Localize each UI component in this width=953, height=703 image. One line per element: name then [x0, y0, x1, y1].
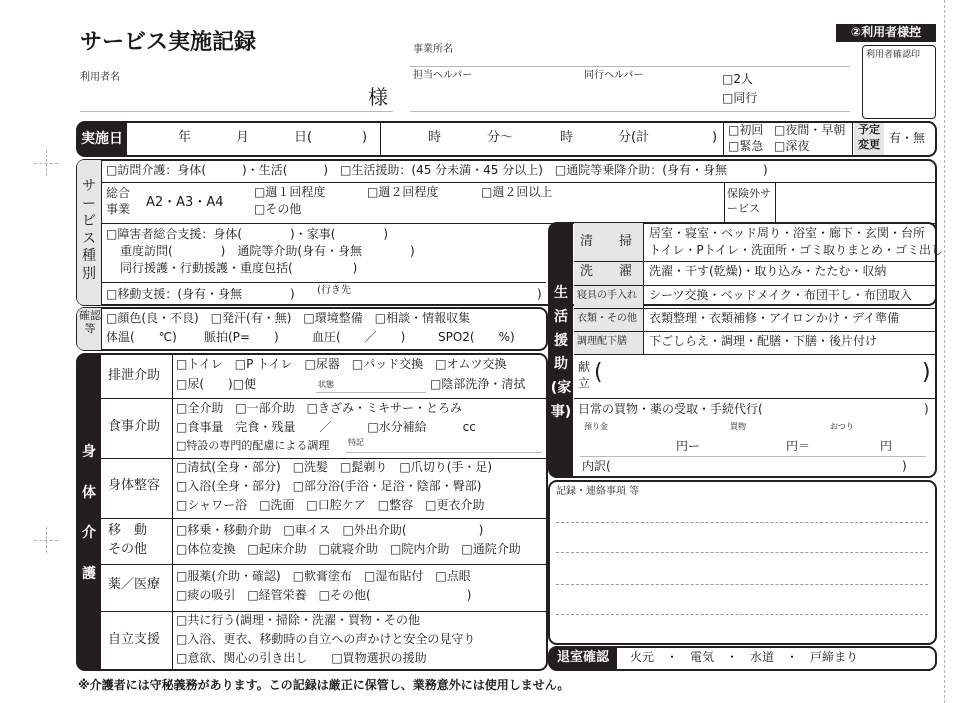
date-month: 月: [236, 130, 250, 145]
menu-paren-right: ): [922, 360, 931, 385]
notes-line-3: [556, 584, 928, 585]
service-row-1: □訪問介護：身体( )・生活( ) □生活援助：(45 分未満・45 分以上) □通院等乗降介助：(身有・身無 ): [106, 163, 768, 177]
physical-line-4: [101, 564, 547, 565]
twice-week-checkbox[interactable]: □週２回程度: [367, 185, 439, 199]
deposit-label: 預り金: [584, 422, 608, 431]
office-underline: [410, 66, 850, 67]
physical-line-2: [101, 458, 547, 459]
mobility-destination: (行き先: [317, 285, 351, 296]
purchase-label: 買物: [730, 422, 746, 431]
grooming-line-1: □清拭(全身・部分) □洗髪 □髭剃り □爪切り(手・足): [176, 460, 493, 474]
clothing-label: 衣類・その他: [577, 313, 637, 324]
life-line-1: [574, 261, 936, 262]
change-label: おつり: [830, 422, 854, 431]
date-label: 実施日: [77, 122, 127, 156]
meal-line-2: □食事量 完食・残量 ／ □水分補給 cc: [176, 420, 476, 434]
service-line-3: [101, 282, 546, 283]
service-line-2: [101, 223, 546, 224]
exit-check-label: 退室確認: [549, 647, 617, 670]
confirm-stamp-label: 利用者確認印: [866, 50, 921, 60]
check-temperature[interactable]: 体温( ℃): [106, 330, 177, 344]
physical-label-col-divider: [172, 354, 173, 670]
menu-label: 献立: [578, 360, 591, 390]
disability-row-2: 重度訪問( ) 通院等介助(身有・身無 ): [120, 244, 415, 258]
disability-row-3: 同行援護・行動援護・重度包括( ): [120, 261, 358, 275]
mobility-other-label: 移 動 その他: [108, 523, 148, 557]
life-line-5: [574, 354, 936, 355]
comprehensive-grades[interactable]: A2・A3・A4: [146, 195, 224, 210]
check-pulse[interactable]: 脈拍(P= ): [204, 330, 279, 344]
service-type-side-label: サービス種別: [82, 178, 96, 282]
date-day-close: ): [362, 130, 368, 145]
notes-line-2: [556, 552, 928, 553]
excretion-line-1: □トイレ □P トイレ □尿器 □パッド交換 □オムツ交換: [176, 357, 507, 371]
change-yen[interactable]: 円: [880, 439, 893, 453]
cooking-text: 下ごしらえ・調理・配膳・下膳・後片付け: [649, 334, 878, 348]
scheduled-change-option[interactable]: 有・無: [889, 131, 926, 145]
time-minute-total: 分(計: [618, 130, 650, 145]
cleaning-text: 居室・寝室・ベッド周り・浴室・廊下・玄関・台所 トイレ・Pトイレ・洗面所・ゴミ取りまとめ・ゴミ出し: [649, 226, 944, 257]
mobility-other-line-2: □体位変換 □起床介助 □就寝介助 □院内介助 □通院介助: [176, 542, 521, 556]
check-side-label: 確認等: [79, 309, 101, 336]
user-label: 利用者名: [80, 72, 120, 83]
independence-line-3: □意欲、関心の引き出し □買物選択の援助: [176, 651, 427, 665]
medicine-line-1: □服薬(介助・確認) □軟膏塗布 □湿布貼付 □点眼: [176, 569, 471, 583]
check-spo2[interactable]: SPO2( %): [438, 330, 515, 344]
office-label: 事業所名: [413, 44, 453, 55]
time-hour-end: 時: [560, 130, 574, 145]
copy-tag: ②利用者様控: [836, 24, 936, 42]
date-year: 年: [178, 130, 192, 145]
excretion-label: 排泄介助: [108, 368, 161, 383]
shopping-close: ): [924, 402, 929, 416]
breakdown-label: 内訳(: [582, 459, 611, 473]
check-blood-pressure[interactable]: 血圧( ／ ): [312, 330, 406, 344]
breakdown-close: ): [902, 459, 907, 473]
notes-line-1: [556, 522, 928, 523]
laundry-label: 洗 濯: [580, 264, 633, 279]
late-night-checkbox[interactable]: □深夜: [774, 139, 810, 153]
cut-mark-left-1v: [46, 150, 47, 176]
two-person-checkbox[interactable]: □2人: [722, 72, 753, 86]
cleaning-label: 清 掃: [580, 234, 633, 249]
medicine-label: 薬／医療: [108, 577, 161, 592]
independence-line-1: □共に行う(調理・掃除・洗濯・買物・その他: [176, 613, 421, 627]
independence-label: 自立支援: [108, 632, 161, 647]
bedding-label: 寝具の手入れ: [577, 290, 637, 301]
physical-line-5: [101, 611, 547, 612]
money-underline: [580, 456, 926, 457]
other-checkbox[interactable]: □その他: [254, 202, 302, 216]
bedding-text: シーツ交換・ベッドメイク・布団干し・布団取入: [649, 288, 912, 302]
night-morning-checkbox[interactable]: □夜間・早朝: [774, 123, 846, 137]
grooming-label: 身体整容: [108, 478, 161, 493]
first-visit-checkbox[interactable]: □初回: [728, 123, 764, 137]
cooking-label: 調理配下膳: [577, 336, 627, 347]
life-support-side-label: 生活援助(家事): [550, 285, 572, 420]
page-title: サービス実施記録: [80, 30, 257, 55]
meal-line-1: □全介助 □一部介助 □きざみ・ミキサー・とろみ: [176, 401, 463, 415]
laundry-text: 洗濯・干す(乾燥)・取り込み・たたむ・収納: [649, 264, 887, 278]
meal-label: 食事介助: [108, 419, 161, 434]
life-line-6: [574, 398, 936, 399]
urgent-checkbox[interactable]: □緊急: [728, 139, 764, 153]
deposit-yen[interactable]: 円ー: [676, 439, 701, 453]
physical-line-1: [101, 398, 547, 399]
life-line-4: [574, 331, 936, 332]
date-day: 日(: [294, 130, 313, 145]
footer-note: ※介護者には守秘義務があります。この記録は厳正に保管し、業務意外には使用しません。: [78, 678, 570, 692]
independence-line-2: □入浴、更衣、移動時の自立への声かけと安全の見守り: [176, 632, 476, 646]
excretion-line-3: □陰部洗浄・清拭: [430, 377, 526, 391]
time-minute-from: 分～: [487, 130, 514, 145]
life-label-col-divider: [643, 223, 644, 354]
grooming-line-3: □シャワー浴 □洗面 □口腔ケア □整容 □更衣介助: [176, 498, 485, 512]
date-divider-3: [852, 122, 853, 156]
check-row-1: □顔色(良・不良) □発汗(有・無) □環境整備 □相談・情報収集: [106, 311, 471, 325]
cut-mark-right: [944, 0, 945, 703]
once-week-checkbox[interactable]: □週１回程度: [254, 185, 326, 199]
mobility-other-line-1: □移乗・移動介助 □車イス □外出介助( ): [176, 523, 484, 537]
purchase-yen[interactable]: 円＝: [786, 439, 811, 453]
notes-label: 記録・連絡事項 等: [556, 486, 640, 497]
date-divider-2: [723, 122, 724, 156]
meal-note-label: 特記: [348, 438, 364, 447]
clothing-text: 衣類整理・衣類補修・アイロンかけ・デイ準備: [649, 311, 900, 325]
mobility-support: □移動支援：(身有・身無 ): [106, 287, 295, 301]
date-divider-1: [380, 122, 381, 156]
life-line-3: [574, 308, 936, 309]
insurance-out-label: 保険外サービス: [727, 187, 771, 216]
life-line-2: [574, 285, 936, 286]
time-hour-start: 時: [428, 130, 442, 145]
medicine-line-2: □痰の吸引 □経管栄養 □その他( ): [176, 588, 472, 602]
excretion-status-line: [316, 392, 426, 393]
user-underline: [80, 111, 393, 112]
accompany-checkbox[interactable]: □同行: [722, 91, 758, 105]
insurance-divider-2: [775, 183, 776, 223]
honorific: 様: [368, 85, 388, 109]
helper-label: 担当ヘルパー: [413, 70, 473, 81]
excretion-line-2: □尿( )□便: [176, 377, 257, 391]
mobility-close: ): [537, 287, 542, 301]
check-sidebar-divider: [101, 308, 102, 350]
time-total-close: ): [712, 130, 718, 145]
menu-paren-left: (: [594, 360, 603, 385]
companion-label: 同行ヘルパー: [584, 70, 644, 81]
meal-note-line: [346, 452, 542, 453]
meal-line-3: □特設の専門的配慮による調理: [176, 439, 330, 452]
physical-care-side-label: 身体介護: [82, 444, 96, 582]
physical-line-3: [101, 518, 547, 519]
cut-mark-left-2v: [46, 527, 47, 553]
disability-row-1: □障害者総合支援：身体( )・家事( ): [106, 227, 389, 241]
notes-panel[interactable]: [548, 480, 937, 645]
exit-check-items[interactable]: 火元 ・ 電気 ・ 水道 ・ 戸締まり: [630, 650, 859, 664]
insurance-divider: [724, 183, 725, 223]
excretion-status: 状態: [318, 380, 334, 389]
scheduled-change-label: 予定変更: [854, 123, 884, 155]
shopping-label: 日常の買物・薬の受取・手続代行(: [578, 402, 763, 416]
service-line-1: [101, 182, 936, 183]
comprehensive-label: 総合事業: [106, 186, 131, 216]
twice-plus-checkbox[interactable]: □週２回以上: [481, 185, 553, 199]
helper-underline: [410, 111, 850, 112]
notes-line-4: [556, 614, 928, 615]
grooming-line-2: □入浴(全身・部分) □部分浴(手浴・足浴・陰部・臀部): [176, 479, 482, 493]
